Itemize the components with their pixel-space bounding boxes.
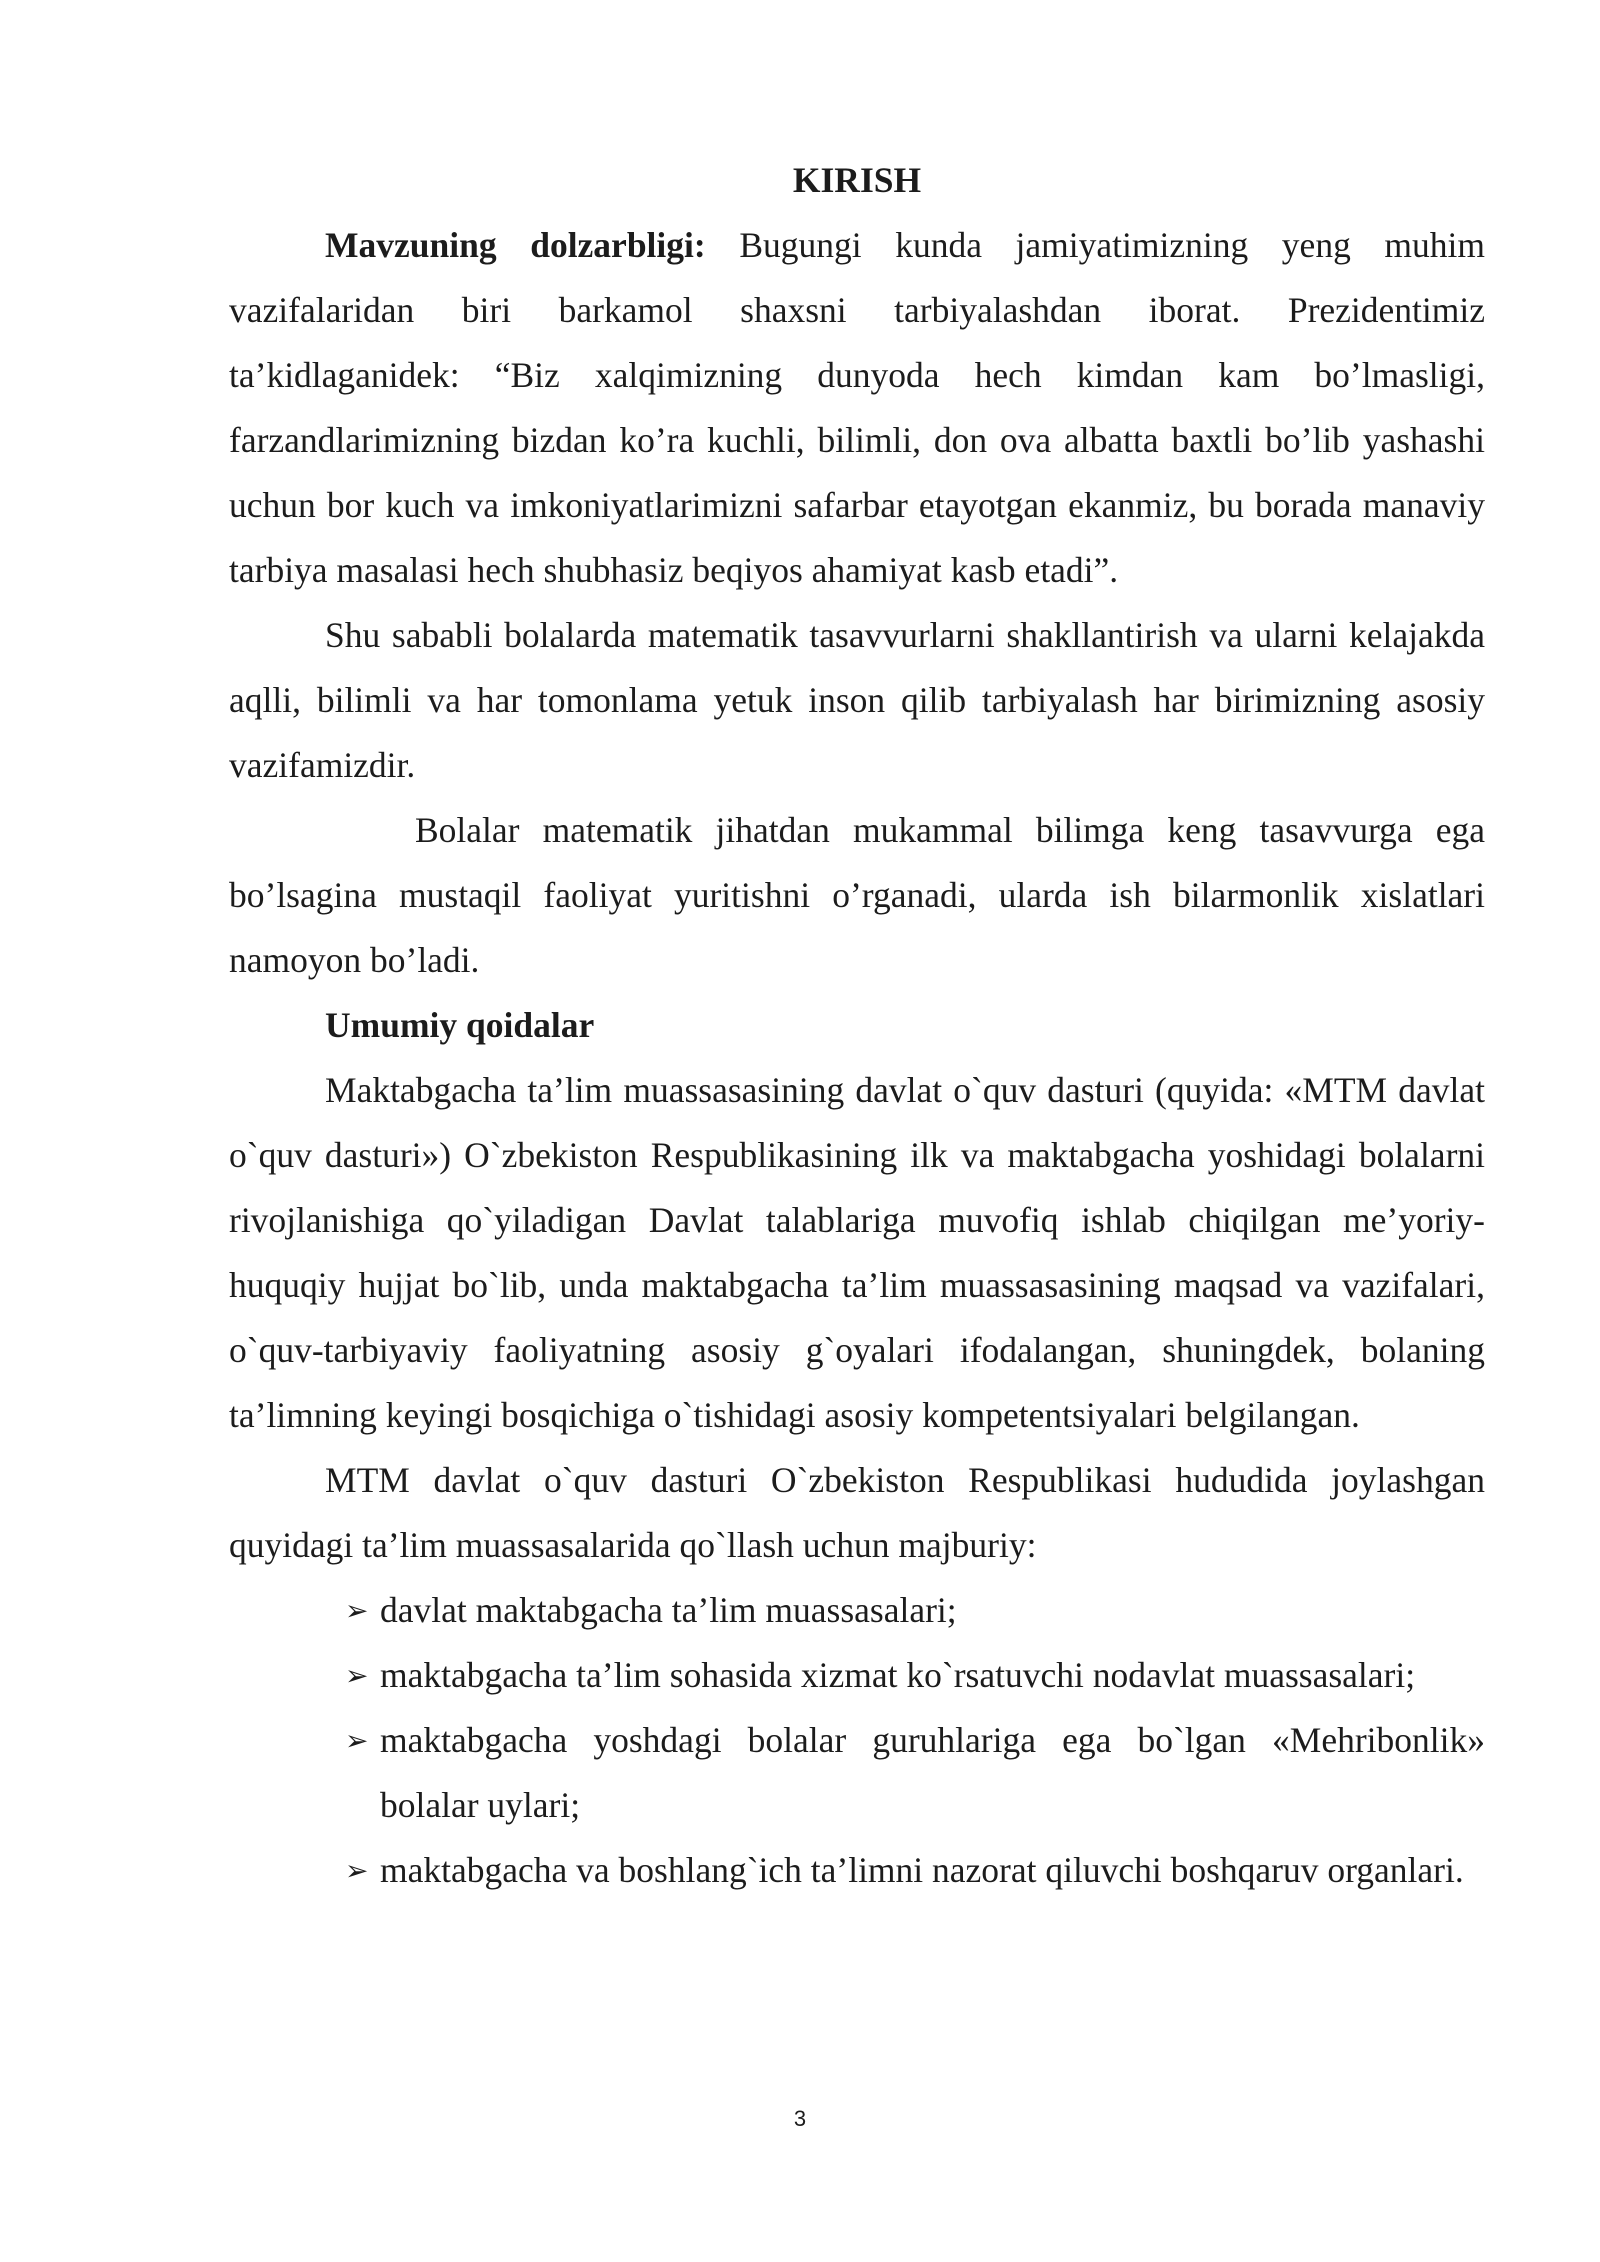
paragraph-5: MTM davlat o`quv dasturi O`zbekiston Respublikasi hududida joylashgan quyidagi ta’lim muassasalarida qo`llash uchun majburiy: [229,1460,1485,1565]
list-item [345,1708,1485,1838]
list-item-text: maktabgacha va boshlang`ich ta’limni nazorat qiluvchi boshqaruv organlari. [380,1850,1464,1890]
bullet-list [229,1578,1485,1903]
list-item [345,1838,1485,1903]
list-item-text: maktabgacha ta’lim sohasida xizmat ko`rsatuvchi nodavlat muassasalari; [380,1655,1416,1695]
intro-paragraph [229,213,1485,603]
section-heading: Umumiy qoidalar [325,1005,595,1045]
arrow-bullet-icon: ➢ [345,1724,369,1757]
paragraph-2: Shu sababli bolalarda matematik tasavvurlarni shakllantirish va ularni kelajakda aqlli, bilimli va har tomonlama yetuk inson qilib tarbiyalash har birimizning asosiy vazifamizdir. [229,615,1485,785]
page-content [229,148,1485,1903]
arrow-bullet-icon: ➢ [345,1854,369,1887]
intro-text: Bugungi kunda jamiyatimizning yeng muhim vazifalaridan biri barkamol shaxsni tarbiyalashdan iborat. Prezidentimiz ta’kidlaganidek: “Biz xalqimizning dunyoda hech kimdan kam bo’lmasligi, farzandlarimizning bizdan ko’ra kuchli, bilimli, don ova albatta baxtli bo’lib yashashi uchun bor kuch va imkoniyatlarimizni safarbar etayotgan ekanmiz, bu borada manaviy tarbiya masalasi hech shubhasiz beqiyos ahamiyat kasb etadi”. [229,225,1485,590]
list-item-text: davlat maktabgacha ta’lim muassasalari; [380,1590,957,1630]
paragraph-4: Maktabgacha ta’lim muassasasining davlat o`quv dasturi (quyida: «MTM davlat o`quv dasturi») O`zbekiston Respublikasining ilk va maktabgacha yoshidagi bolalarni rivojlanishiga qo`yiladigan Davlat talablariga muvofiq ishlab chiqilgan me’yoriy-huquqiy hujjat bo`lib, unda maktabgacha ta’lim muassasasining maqsad va vazifalari, o`quv-tarbiyaviy faoliyatning asosiy g`oyalari ifodalangan, shuningdek, bolaning ta’limning keyingi bosqichiga o`tishidagi asosiy kompetentsiyalari belgilangan. [229,1070,1485,1435]
list-item [345,1643,1485,1708]
paragraph-3: Bolalar matematik jihatdan mukammal bilimga keng tasavvurga ega bo’lsagina mustaqil faoliyat yuritishni o’rganadi, ularda ish bilarmonlik xislatlari namoyon bo’ladi. [229,810,1485,980]
list-item [345,1578,1485,1643]
list-item-text: maktabgacha yoshdagi bolalar guruhlariga ega bo`lgan «Mehribonlik» bolalar uylari; [380,1720,1485,1825]
page-number: 3 [793,2106,807,2131]
arrow-bullet-icon: ➢ [345,1659,369,1692]
page-title: KIRISH [792,160,922,200]
arrow-bullet-icon: ➢ [345,1594,369,1627]
intro-label: Mavzuning dolzarbligi: [325,225,706,265]
